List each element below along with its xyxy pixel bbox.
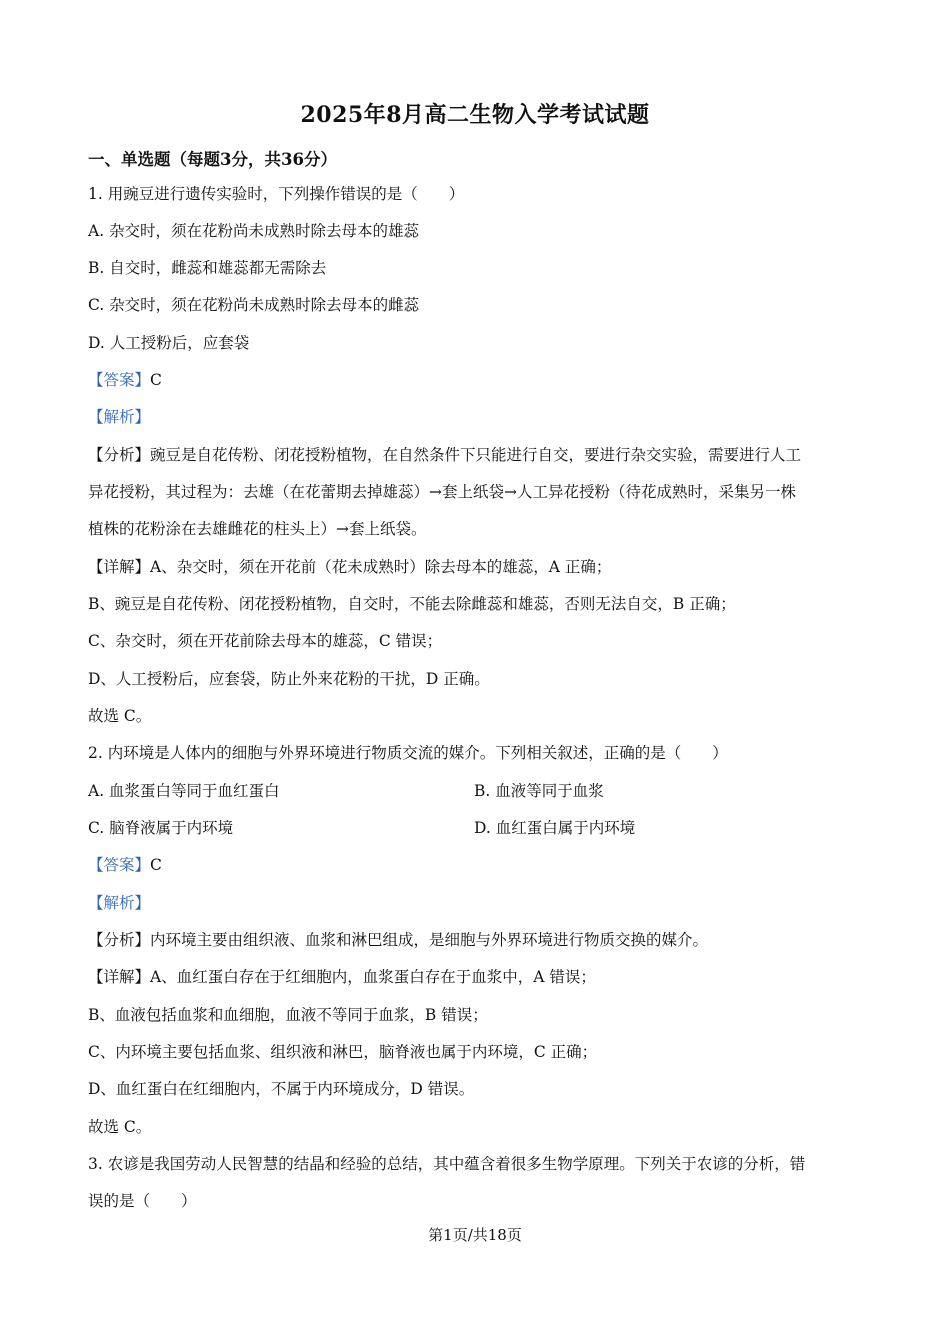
analysis-tag: 【分析】 bbox=[88, 931, 151, 949]
explain-tag: 【解析】 bbox=[88, 408, 151, 426]
q2-detail-text-1: A、血红蛋白存在于红细胞内，血浆蛋白存在于血浆中，A 错误； bbox=[150, 968, 596, 986]
q1-detail-line-3: C、杂交时，须在开花前除去母本的雄蕊，C 错误； bbox=[88, 632, 443, 650]
q1-explain-tag bbox=[88, 406, 150, 428]
q2-option-d: D. 血红蛋白属于内环境 bbox=[474, 819, 636, 837]
q1-detail-line-2: B、豌豆是自花传粉、闭花授粉植物，自交时，不能去除雌蕊和雄蕊，否则无法自交，B 正确； bbox=[88, 595, 736, 613]
section-heading: 一、单选题（每题3分，共36分） bbox=[88, 150, 337, 169]
q3-stem-line-1: 3. 农谚是我国劳动人民智慧的结晶和经验的总结，其中蕴含着很多生物学原理。下列关于农谚的分析，错 bbox=[88, 1155, 806, 1173]
q1-detail-line-1 bbox=[88, 556, 611, 578]
explain-tag: 【解析】 bbox=[88, 894, 151, 912]
q1-answer-value: C bbox=[150, 371, 162, 389]
q1-conclusion: 故选 C。 bbox=[88, 707, 152, 725]
page-footer: 第1页/共18页 bbox=[428, 1226, 522, 1244]
q1-option-a: A. 杂交时，须在花粉尚未成熟时除去母本的雄蕊 bbox=[88, 222, 420, 240]
q1-analysis-text-1: 豌豆是自花传粉、闭花授粉植物，在自然条件下只能进行自交，要进行杂交实验，需要进行人工 bbox=[150, 446, 802, 464]
q2-option-c: C. 脑脊液属于内环境 bbox=[88, 819, 234, 837]
q2-stem: 2. 内环境是人体内的细胞与外界环境进行物质交流的媒介。下列相关叙述，正确的是（ ） bbox=[88, 744, 728, 762]
answer-tag: 【答案】 bbox=[88, 371, 151, 389]
q2-conclusion: 故选 C。 bbox=[88, 1118, 152, 1136]
q2-answer-value: C bbox=[150, 856, 162, 874]
q2-analysis-text-1: 内环境主要由组织液、血浆和淋巴组成，是细胞与外界环境进行物质交换的媒介。 bbox=[150, 931, 709, 949]
q1-analysis-line-1 bbox=[88, 444, 801, 466]
q2-answer bbox=[88, 854, 162, 876]
q1-option-c: C. 杂交时，须在花粉尚未成熟时除去母本的雌蕊 bbox=[88, 296, 420, 314]
q1-analysis-line-2: 异花授粉，其过程为：去雄（在花蕾期去掉雄蕊）→套上纸袋→人工异花授粉（待花成熟时，采集另一株 bbox=[88, 483, 796, 501]
detail-tag: 【详解】 bbox=[88, 558, 151, 576]
q1-analysis-line-3: 植株的花粉涂在去雄雌花的柱头上）→套上纸袋。 bbox=[88, 520, 427, 538]
q2-option-b: B. 血液等同于血浆 bbox=[474, 782, 604, 800]
page-title: 2025年8月高二生物入学考试试题 bbox=[300, 102, 650, 128]
q2-detail-line-3: C、内环境主要包括血浆、组织液和淋巴，脑脊液也属于内环境，C 正确； bbox=[88, 1043, 598, 1061]
q1-option-d: D. 人工授粉后，应套袋 bbox=[88, 334, 250, 352]
q3-stem-line-2: 误的是（ ） bbox=[88, 1192, 197, 1210]
q1-option-b: B. 自交时，雌蕊和雄蕊都无需除去 bbox=[88, 259, 327, 277]
q1-stem: 1. 用豌豆进行遗传实验时，下列操作错误的是（ ） bbox=[88, 185, 465, 203]
detail-tag: 【详解】 bbox=[88, 968, 151, 986]
analysis-tag: 【分析】 bbox=[88, 446, 151, 464]
q1-detail-line-4: D、人工授粉后，应套袋，防止外来花粉的干扰，D 正确。 bbox=[88, 670, 490, 688]
answer-tag: 【答案】 bbox=[88, 856, 151, 874]
q2-detail-line-1 bbox=[88, 966, 596, 988]
q2-explain-tag bbox=[88, 892, 150, 914]
q1-detail-text-1: A、杂交时，须在开花前（花未成熟时）除去母本的雄蕊，A 正确； bbox=[150, 558, 612, 576]
q2-detail-line-2: B、血液包括血浆和血细胞，血液不等同于血浆，B 错误； bbox=[88, 1006, 488, 1024]
q2-detail-line-4: D、血红蛋白在红细胞内，不属于内环境成分，D 错误。 bbox=[88, 1080, 475, 1098]
q2-option-a: A. 血浆蛋白等同于血红蛋白 bbox=[88, 782, 280, 800]
q2-analysis-line-1 bbox=[88, 929, 708, 951]
q1-answer bbox=[88, 369, 162, 391]
